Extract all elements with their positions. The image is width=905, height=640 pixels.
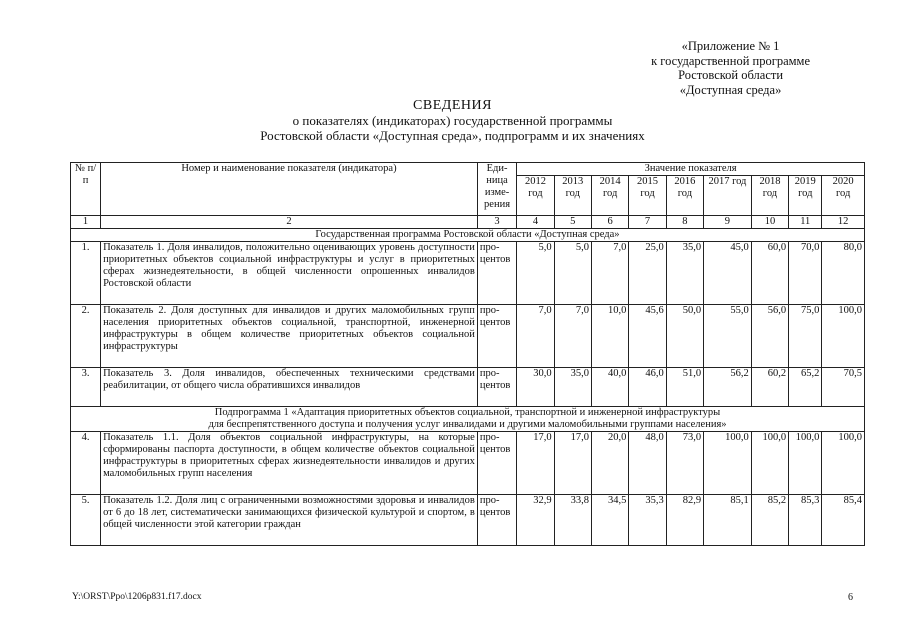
file-path: Y:\ORST\Ppo\1206p831.f17.docx	[72, 592, 202, 602]
value-cell: 75,0	[789, 305, 822, 368]
indicator-name: Показатель 3. Доля инвалидов, обеспеченных техническими средствами реабилитации, от общего числа обратившихся инвалидов	[101, 368, 478, 407]
column-number: 11	[789, 216, 822, 229]
value-cell: 100,0	[822, 305, 865, 368]
column-number: 1	[71, 216, 101, 229]
value-cell: 100,0	[789, 432, 822, 495]
year-header: 2013 год	[554, 176, 591, 216]
column-number: 6	[591, 216, 628, 229]
column-number: 7	[629, 216, 666, 229]
value-cell: 46,0	[629, 368, 666, 407]
unit-cell: про-центов	[477, 242, 516, 305]
column-number: 5	[554, 216, 591, 229]
unit-cell: про-центов	[477, 305, 516, 368]
value-cell: 51,0	[666, 368, 703, 407]
unit-cell: про-центов	[477, 432, 516, 495]
value-cell: 25,0	[629, 242, 666, 305]
value-cell: 45,0	[704, 242, 752, 305]
value-cell: 7,0	[591, 242, 628, 305]
row-number: 5.	[71, 495, 101, 546]
value-cell: 34,5	[591, 495, 628, 546]
value-cell: 60,0	[751, 242, 788, 305]
indicator-name: Показатель 1.2. Доля лиц с ограниченными возможностями здоровья и инвалидов от 6 до 18 лет, систематически занимающихся физической культурой и спортом, в общей численности этой категории граждан	[101, 495, 478, 546]
section-program-text: Государственная программа Ростовской области «Доступная среда»	[315, 229, 620, 240]
value-cell: 20,0	[591, 432, 628, 495]
value-cell: 35,0	[554, 368, 591, 407]
value-cell: 7,0	[517, 305, 554, 368]
appendix-line-4: «Доступная среда»	[679, 82, 782, 97]
value-cell: 70,5	[822, 368, 865, 407]
year-header: 2014 год	[591, 176, 628, 216]
appendix-line-3: Ростовской области	[678, 68, 784, 82]
heading-subtitle-2: Ростовской области «Доступная среда», подпрограмм и их значениях	[260, 128, 645, 143]
year-header: 2020 год	[822, 176, 865, 216]
year-header: 2018 год	[751, 176, 788, 216]
column-number: 10	[751, 216, 788, 229]
column-number: 8	[666, 216, 703, 229]
section-subprogram-1-text: Подпрограмма 1 «Адаптация приоритетных объектов социальной, транспортной и инженерной инфраструктуры	[214, 407, 721, 418]
value-cell: 85,4	[822, 495, 865, 546]
value-cell: 5,0	[517, 242, 554, 305]
indicator-name: Показатель 2. Доля доступных для инвалидов и других маломобильных групп населения приоритетных объектов социальной, транспортной, инженерной инфраструктуры в общем количестве приоритетных объектов социальной инфраструктуры	[101, 305, 478, 368]
value-cell: 56,2	[704, 368, 752, 407]
column-number: 12	[822, 216, 865, 229]
appendix-block	[651, 39, 810, 97]
value-cell: 17,0	[554, 432, 591, 495]
value-cell: 85,1	[704, 495, 752, 546]
value-cell: 5,0	[554, 242, 591, 305]
document-heading	[0, 98, 905, 143]
value-cell: 33,8	[554, 495, 591, 546]
row-number: 1.	[71, 242, 101, 305]
year-header: 2017 год	[704, 176, 752, 216]
section-program	[71, 229, 865, 242]
row-number: 3.	[71, 368, 101, 407]
value-cell: 17,0	[517, 432, 554, 495]
value-cell: 82,9	[666, 495, 703, 546]
value-cell: 100,0	[751, 432, 788, 495]
unit-cell: про-центов	[477, 495, 516, 546]
column-number: 9	[704, 216, 752, 229]
row-number: 2.	[71, 305, 101, 368]
appendix-line-1: «Приложение № 1	[681, 39, 780, 53]
document-title: СВЕДЕНИЯ	[413, 98, 492, 113]
value-cell: 40,0	[591, 368, 628, 407]
value-cell: 60,2	[751, 368, 788, 407]
value-cell: 32,9	[517, 495, 554, 546]
column-number: 2	[101, 216, 478, 229]
section-subprogram-1-cell	[71, 407, 865, 432]
value-cell: 80,0	[822, 242, 865, 305]
year-header: 2016 год	[666, 176, 703, 216]
header-values-title: Значение показателя	[517, 163, 865, 176]
header-num: № п/п	[71, 163, 101, 216]
value-cell: 50,0	[666, 305, 703, 368]
row-number: 4.	[71, 432, 101, 495]
table-row	[71, 242, 865, 305]
column-number: 4	[517, 216, 554, 229]
value-cell: 65,2	[789, 368, 822, 407]
value-cell: 35,3	[629, 495, 666, 546]
value-cell: 100,0	[822, 432, 865, 495]
section-subprogram-1-text: для беспрепятственного доступа и получения услуг инвалидами и другими маломобильными группами населения»	[208, 419, 727, 430]
unit-cell: про-центов	[477, 368, 516, 407]
value-cell: 10,0	[591, 305, 628, 368]
value-cell: 73,0	[666, 432, 703, 495]
table-row	[71, 305, 865, 368]
value-cell: 100,0	[704, 432, 752, 495]
column-number-row	[71, 216, 865, 229]
year-header: 2019 год	[789, 176, 822, 216]
table-row	[71, 495, 865, 546]
page-number: 6	[848, 592, 853, 603]
value-cell: 30,0	[517, 368, 554, 407]
value-cell: 56,0	[751, 305, 788, 368]
value-cell: 85,3	[789, 495, 822, 546]
header-unit: Еди-ница изме-рения	[477, 163, 516, 216]
section-program-cell	[71, 229, 865, 242]
table-row	[71, 432, 865, 495]
table-row	[71, 368, 865, 407]
column-number: 3	[477, 216, 516, 229]
table-body	[71, 163, 865, 546]
value-cell: 48,0	[629, 432, 666, 495]
header-row	[71, 163, 865, 176]
header-name: Номер и наименование показателя (индикатора)	[101, 163, 478, 216]
value-cell: 35,0	[666, 242, 703, 305]
year-header: 2012 год	[517, 176, 554, 216]
indicator-name: Показатель 1.1. Доля объектов социальной инфраструктуры, на которые сформированы паспорта доступности, в общем количестве объектов социальной инфраструктуры в приоритетных сферах жизнедеятельности инвалидов и других маломобильных групп населения	[101, 432, 478, 495]
heading-subtitle-1: о показателях (индикаторах) государственной программы	[292, 113, 613, 128]
indicator-name: Показатель 1. Доля инвалидов, положительно оценивающих уровень доступности приоритетных объектов социальной инфраструктуры и услуг в приоритетных сферах жизнедеятельности, в общей численности опрошенных инвалидов Ростовской области	[101, 242, 478, 305]
appendix-line-2: к государственной программе	[651, 53, 810, 68]
year-header: 2015 год	[629, 176, 666, 216]
value-cell: 55,0	[704, 305, 752, 368]
indicators-table	[70, 162, 865, 546]
value-cell: 70,0	[789, 242, 822, 305]
value-cell: 7,0	[554, 305, 591, 368]
value-cell: 45,6	[629, 305, 666, 368]
section-subprogram-1	[71, 407, 865, 432]
value-cell: 85,2	[751, 495, 788, 546]
